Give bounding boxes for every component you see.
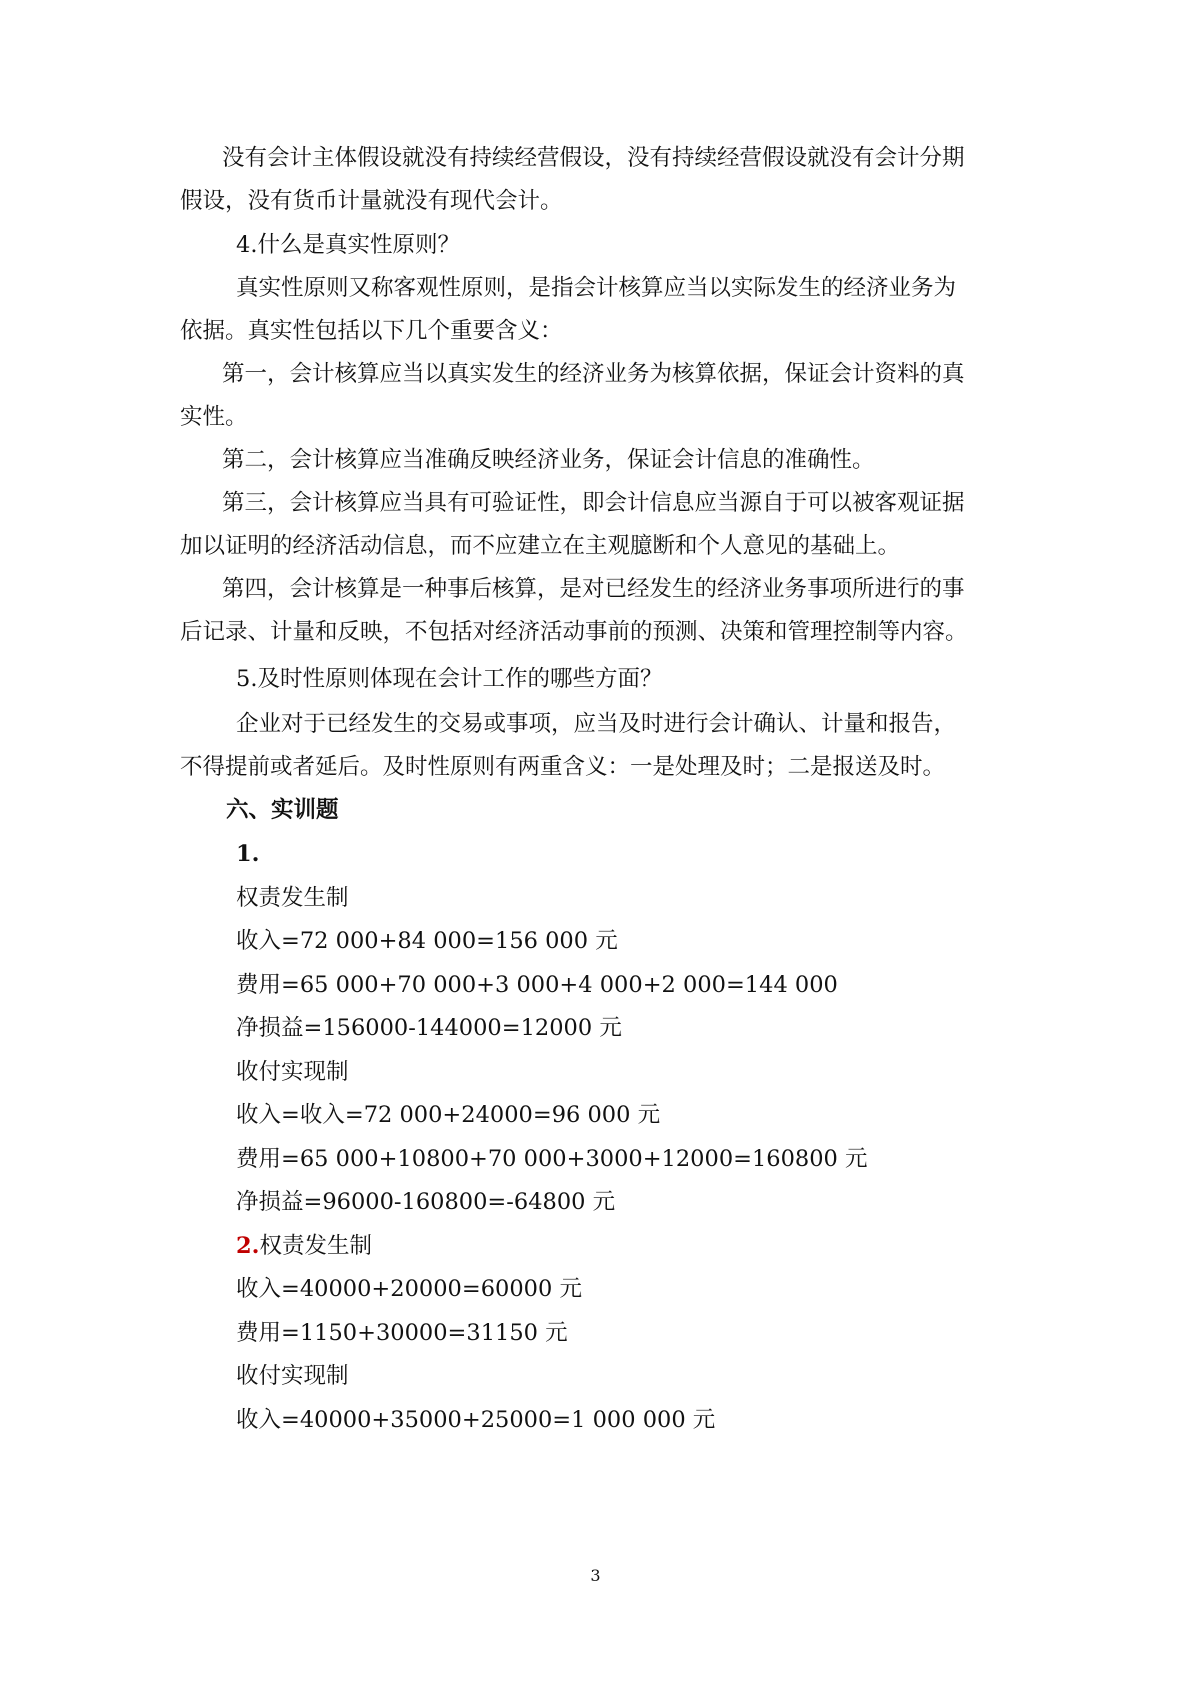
exercise-2-cash-label: 收付实现制 <box>236 1363 349 1389</box>
paragraph-line: 不得提前或者延后。及时性原则有两重含义：一是处理及时；二是报送及时。 <box>180 754 946 780</box>
paragraph-line: 实性。 <box>180 404 248 430</box>
question-5: 5.及时性原则体现在会计工作的哪些方面？ <box>236 666 663 692</box>
page-number: 3 <box>590 1566 601 1585</box>
exercise-2-cash-income: 收入=40000+35000+25000=1 000 000 元 <box>236 1407 716 1433</box>
exercise-2-accrual-income: 收入=40000+20000=60000 元 <box>236 1276 582 1302</box>
paragraph-line: 后记录、计量和反映，不包括对经济活动事前的预测、决策和管理控制等内容。 <box>180 619 968 645</box>
exercise-1-accrual-expense: 费用=65 000+70 000+3 000+4 000+2 000=144 000 <box>236 972 838 998</box>
exercise-1-accrual-label: 权责发生制 <box>236 885 349 911</box>
exercise-1-cash-net: 净损益=96000-160800=-64800 元 <box>236 1189 616 1215</box>
section-heading: 六、实训题 <box>226 797 339 823</box>
paragraph-line: 依据。真实性包括以下几个重要含义： <box>180 318 563 344</box>
exercise-1-cash-income: 收入=收入=72 000+24000=96 000 元 <box>236 1102 661 1128</box>
exercise-2-accrual-heading <box>236 1231 372 1261</box>
paragraph-line: 企业对于已经发生的交易或事项，应当及时进行会计确认、计量和报告， <box>236 711 957 737</box>
paragraph-line: 真实性原则又称客观性原则，是指会计核算应当以实际发生的经济业务为 <box>236 275 957 301</box>
exercise-2-accrual-expense: 费用=1150+30000=31150 元 <box>236 1320 568 1346</box>
exercise-1-accrual-net: 净损益=156000-144000=12000 元 <box>236 1015 622 1041</box>
paragraph-line: 第四，会计核算是一种事后核算，是对已经发生的经济业务事项所进行的事 <box>222 576 965 602</box>
question-4: 4.什么是真实性原则？ <box>236 232 460 258</box>
paragraph-line: 第二，会计核算应当准确反映经济业务，保证会计信息的准确性。 <box>222 447 875 473</box>
exercise-1-cash-label: 收付实现制 <box>236 1059 349 1085</box>
exercise-2-accrual-label: 权责发生制 <box>259 1233 373 1259</box>
exercise-2-number: 2. <box>236 1233 260 1259</box>
exercise-1-cash-expense: 费用=65 000+10800+70 000+3000+12000=160800 元 <box>236 1146 868 1172</box>
paragraph-line: 加以证明的经济活动信息，而不应建立在主观臆断和个人意见的基础上。 <box>180 533 901 559</box>
exercise-1-number: 1. <box>236 841 260 867</box>
paragraph-line: 第三，会计核算应当具有可验证性，即会计信息应当源自于可以被客观证据 <box>222 490 965 516</box>
paragraph-line: 第一，会计核算应当以真实发生的经济业务为核算依据，保证会计资料的真 <box>222 361 965 387</box>
paragraph-line: 没有会计主体假设就没有持续经营假设，没有持续经营假设就没有会计分期 <box>222 145 965 171</box>
paragraph-line: 假设，没有货币计量就没有现代会计。 <box>180 188 563 214</box>
exercise-1-accrual-income: 收入=72 000+84 000=156 000 元 <box>236 928 618 954</box>
